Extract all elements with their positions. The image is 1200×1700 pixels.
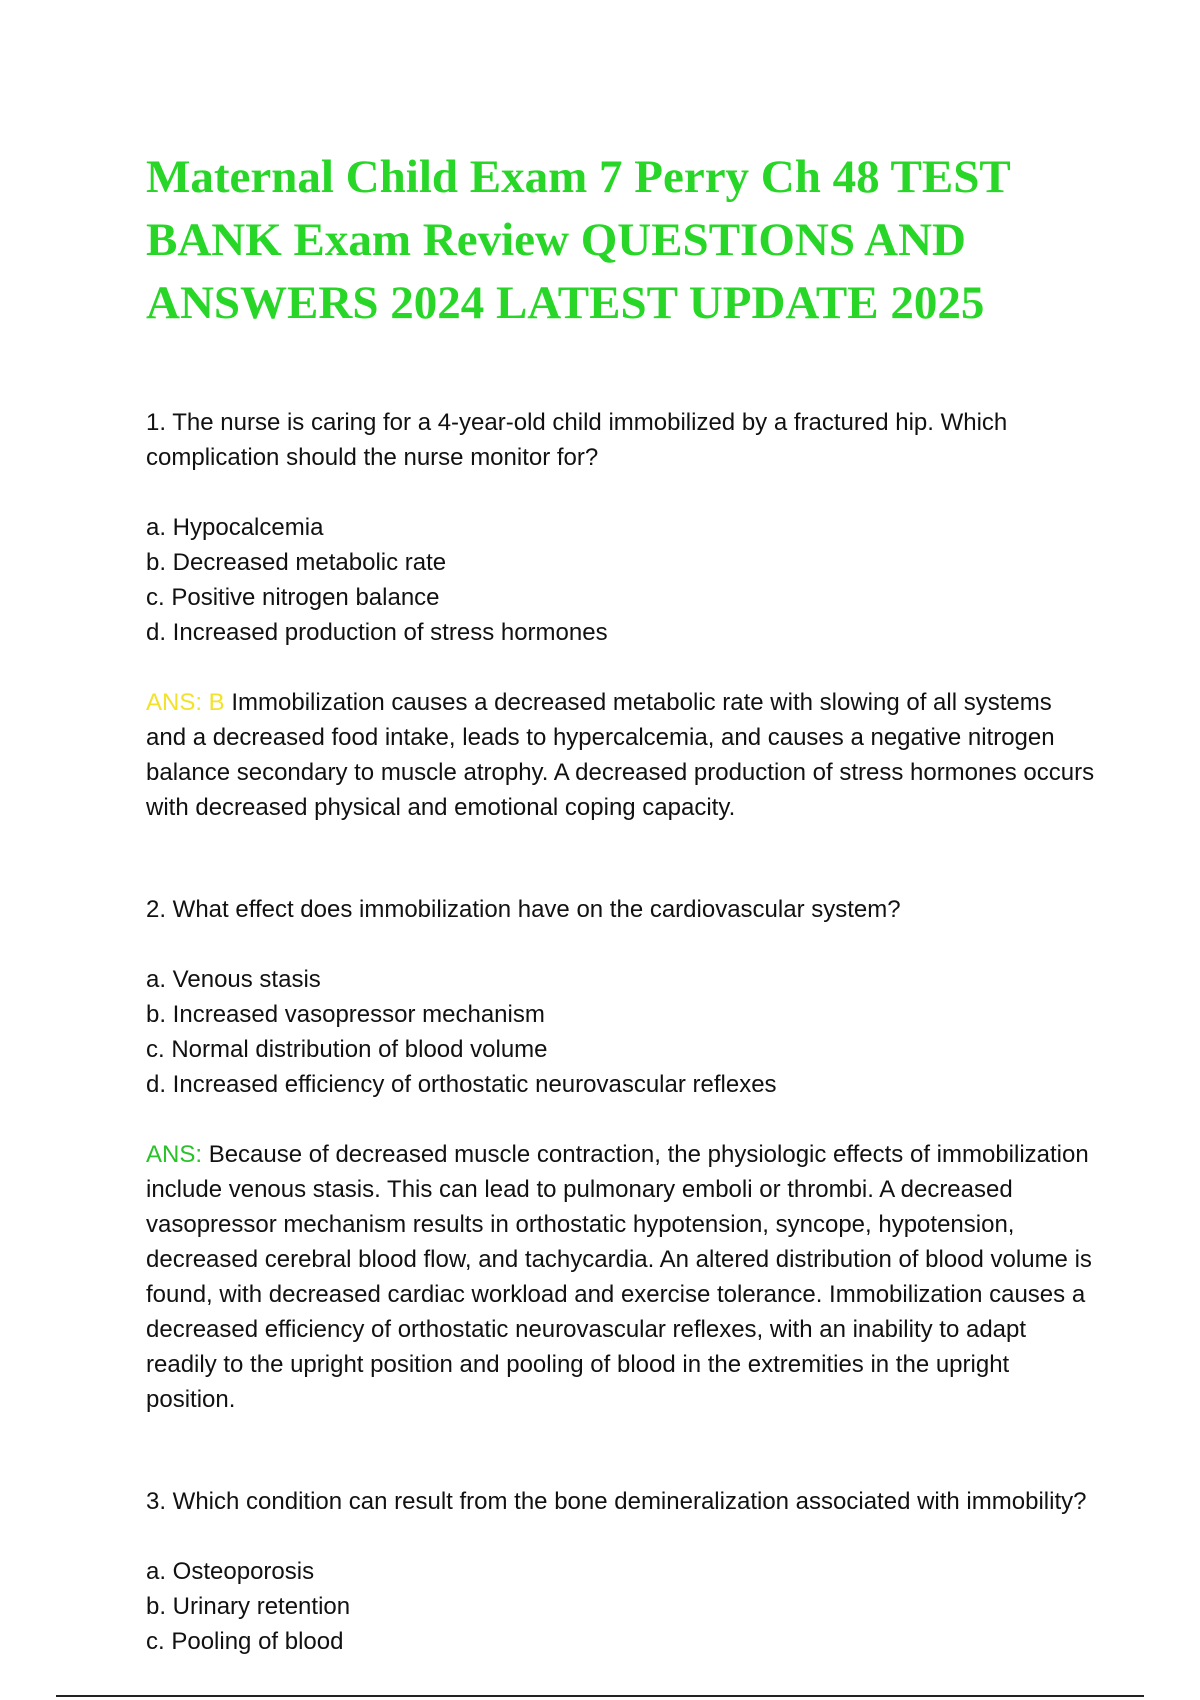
option-a: a. Hypocalcemia bbox=[146, 514, 324, 541]
answer-options bbox=[146, 510, 1096, 650]
option-a: a. Venous stasis bbox=[146, 966, 321, 993]
answer-label: ANS: bbox=[146, 1141, 203, 1168]
document-page bbox=[146, 146, 1096, 1694]
answer-options bbox=[146, 962, 1096, 1102]
question-2 bbox=[146, 892, 1096, 1417]
answer-text: Immobilization causes a decreased metabolic rate with slowing of all systems and a decreased food intake, leads to hypercalcemia, and causes a negative nitrogen balance secondary to muscle atrophy. A decreased production of stress hormones occurs with decreased physical and emotional coping capacity. bbox=[146, 689, 1095, 821]
option-c: c. Pooling of blood bbox=[146, 1628, 344, 1655]
question-3 bbox=[146, 1484, 1096, 1659]
option-b: b. Urinary retention bbox=[146, 1593, 351, 1620]
question-text: 3. Which condition can result from the bone demineralization associated with immobility? bbox=[146, 1488, 1087, 1515]
page-bottom-divider bbox=[56, 1695, 1144, 1697]
option-d: d. Increased production of stress hormones bbox=[146, 619, 608, 646]
answer-text: Because of decreased muscle contraction, the physiologic effects of immobilization include venous stasis. This can lead to pulmonary emboli or thrombi. A decreased vasopressor mechanism results in orthostatic hypotension, syncope, hypotension, decreased cerebral blood flow, and tachycardia. An altered distribution of blood volume is found, with decreased cardiac workload and exercise tolerance. Immobilization causes a decreased efficiency of orthostatic neurovascular reflexes, with an inability to adapt readily to the upright position and pooling of blood in the extremities in the upright position. bbox=[146, 1141, 1092, 1413]
answer-label: ANS: B bbox=[146, 689, 225, 716]
question-text: 2. What effect does immobilization have on the cardiovascular system? bbox=[146, 896, 901, 923]
option-c: c. Normal distribution of blood volume bbox=[146, 1036, 548, 1063]
option-b: b. Increased vasopressor mechanism bbox=[146, 1001, 545, 1028]
answer-options bbox=[146, 1554, 1096, 1659]
question-1 bbox=[146, 405, 1096, 825]
option-c: c. Positive nitrogen balance bbox=[146, 584, 440, 611]
option-a: a. Osteoporosis bbox=[146, 1558, 315, 1585]
question-text: 1. The nurse is caring for a 4-year-old child immobilized by a fractured hip. Which complication should the nurse monitor for? bbox=[146, 409, 1008, 471]
option-b: b. Decreased metabolic rate bbox=[146, 549, 447, 576]
answer-rationale bbox=[146, 685, 1096, 825]
answer-rationale bbox=[146, 1137, 1096, 1417]
option-d: d. Increased efficiency of orthostatic neurovascular reflexes bbox=[146, 1071, 777, 1098]
document-title: Maternal Child Exam 7 Perry Ch 48 TEST BANK Exam Review QUESTIONS AND ANSWERS 2024 LATEST UPDATE 2025 bbox=[146, 151, 1010, 329]
